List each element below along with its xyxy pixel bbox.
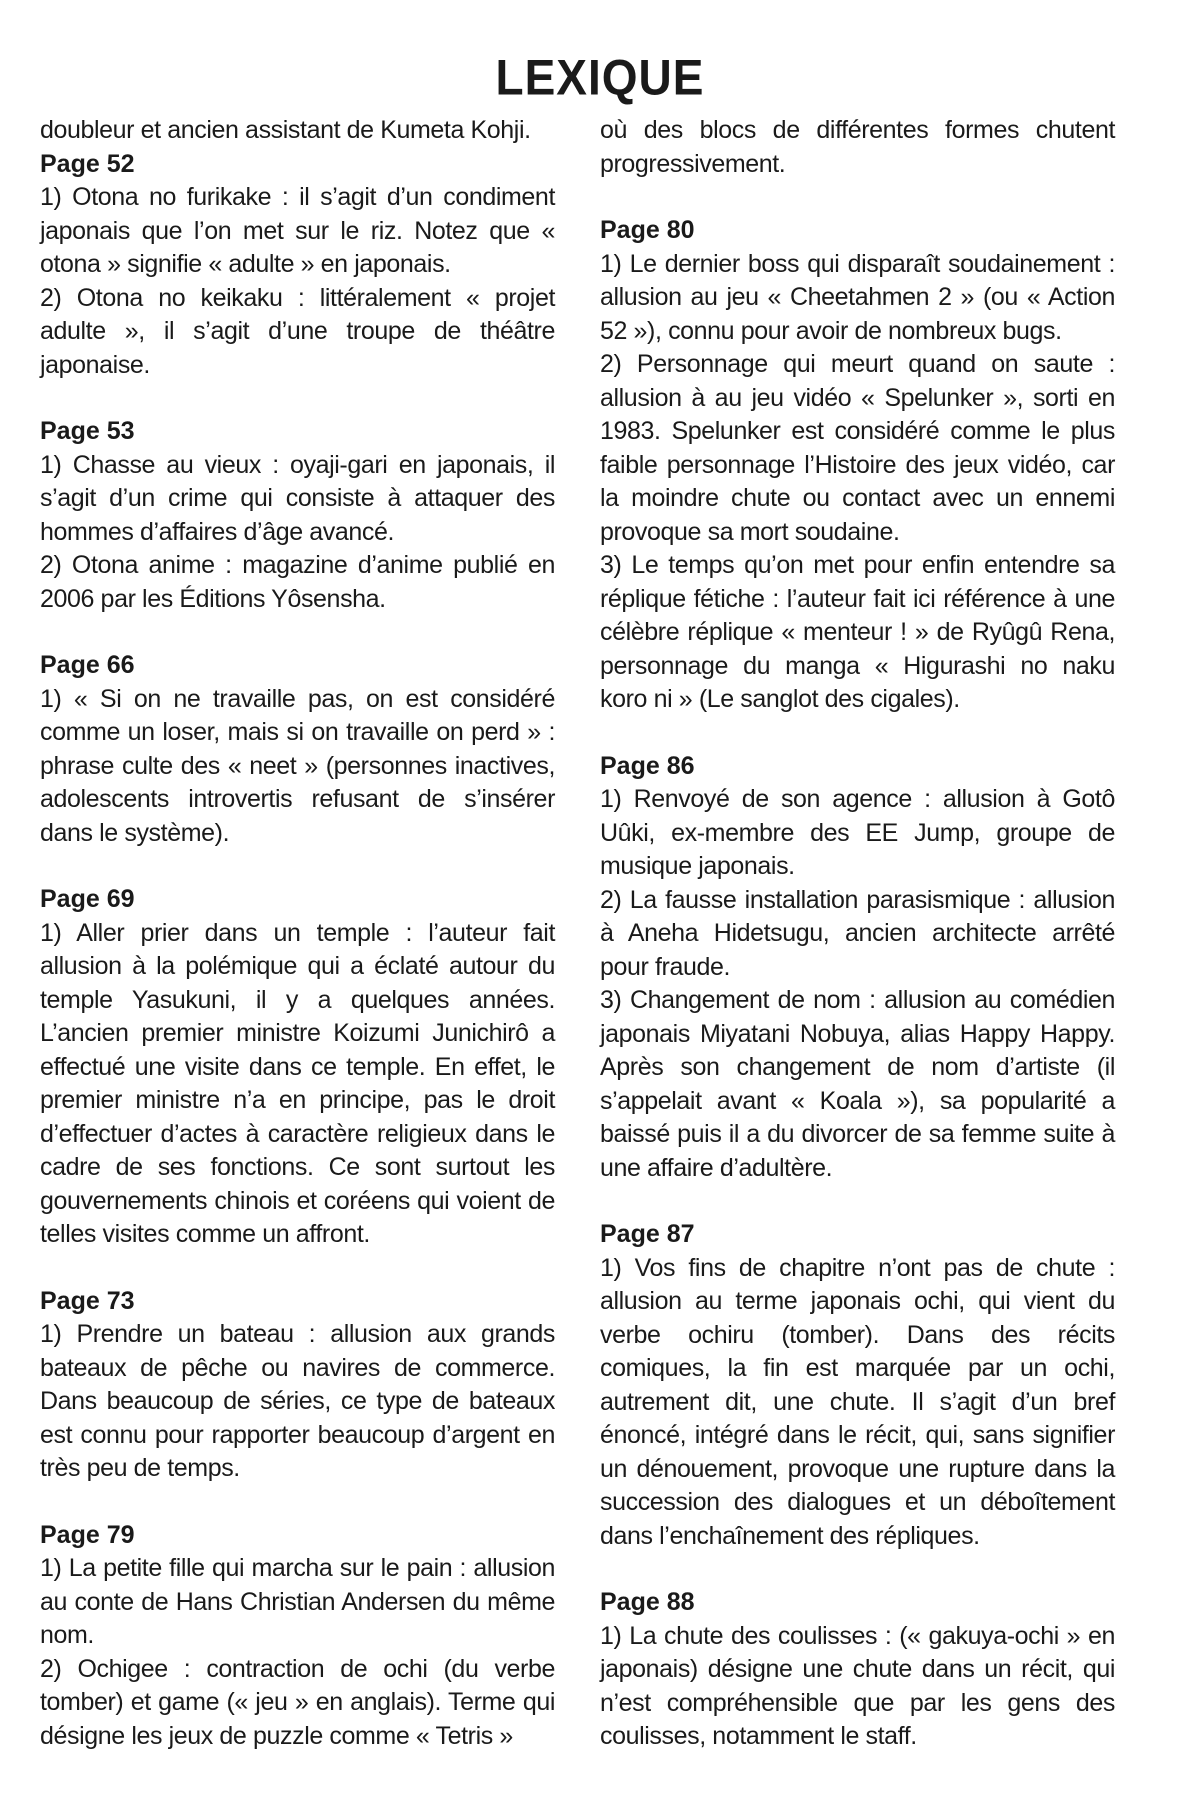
section-heading: Page 69 <box>40 885 135 913</box>
entry: 1) La chute des coulisses : (« gakuya-ochi » en japonais) désigne une chute dans un récit, qui n’est compréhensible que par les gens des coulisses, notamment le staff. <box>600 1621 1115 1750</box>
spacer <box>40 1486 555 1519</box>
spacer <box>40 616 555 649</box>
section-page-80 <box>600 214 1115 717</box>
entry: 2) Ochigee : contraction de ochi (du verbe tomber) et game (« jeu » en anglais). Terme qui désigne les jeux de puzzle comme « Tetris » <box>40 1654 555 1750</box>
spacer <box>600 181 1115 214</box>
entry: 1) Aller prier dans un temple : l’auteur fait allusion à la polémique qui a éclaté autour du temple Yasukuni, il y a quelques années. L’ancien premier ministre Koizumi Junichirô a effectué une visite dans ce temple. En effet, le premier ministre n’a en principe, pas le droit d’effectuer d’actes à caractère religieux dans le cadre de ses fonctions. Ce sont surtout les gouvernements chinois et coréens qui voient de telles visites comme un affront. <box>40 918 555 1248</box>
section-heading: Page 66 <box>40 651 135 679</box>
page-title: LEXIQUE <box>495 48 705 106</box>
spacer <box>40 382 555 415</box>
section-page-66 <box>40 649 555 850</box>
section-heading: Page 86 <box>600 751 695 780</box>
entry: 2) Otona anime : magazine d’anime publié en 2006 par les Éditions Yôsensha. <box>40 551 555 613</box>
entry: 3) Le temps qu’on met pour enfin entendre sa réplique fétiche : l’auteur fait ici référence à une célèbre réplique « menteur ! » de Ryûgû Rena, personnage du manga « Higurashi no naku koro ni » (Le sanglot des cigales). <box>600 551 1115 713</box>
entry: 1) Otona no furikake : il s’agit d’un condiment japonais que l’on met sur le riz. Notez que « otona » signifie « adulte » en japonais. <box>40 183 555 278</box>
section-page-69 <box>40 883 555 1252</box>
section-page-79 <box>40 1519 555 1754</box>
entry: 1) La petite fille qui marcha sur le pain : allusion au conte de Hans Christian Andersen du même nom. <box>40 1554 555 1649</box>
entry: 1) Vos fins de chapitre n’ont pas de chute : allusion au terme japonais ochi, qui vient du verbe ochiru (tomber). Dans des récits comiques, la fin est marquée par un ochi, autrement dit, une chute. Il s’agit d’un bref énoncé, intégré dans le récit, qui, sans signifier un dénouement, provoque une rupture dans la succession des dialogues et un déboîtement dans l’enchaînement des répliques. <box>600 1253 1115 1550</box>
section-heading: Page 52 <box>40 149 135 178</box>
entry: 2) Personnage qui meurt quand on saute : allusion à au jeu vidéo « Spelunker », sorti en 1983. Spelunker est considéré comme le plus faible personnage l’Histoire des jeux vidéo, car la moindre chute ou contact avec un ennemi provoque sa mort soudaine. <box>600 350 1115 546</box>
left-column <box>40 114 555 1753</box>
entry: 3) Changement de nom : allusion au comédien japonais Miyatani Nobuya, alias Happy Happy. Après son changement de nom d’artiste (il s’appelait avant « Koala »), sa popularité a baissé puis il a du divorcer de sa femme suite à une affaire d’adultère. <box>600 986 1115 1182</box>
entry: 2) La fausse installation parasismique : allusion à Aneha Hidetsugu, ancien architecte arrêté pour fraude. <box>600 885 1115 981</box>
section-page-87 <box>600 1218 1115 1553</box>
section-page-53 <box>40 415 555 616</box>
section-heading: Page 73 <box>40 1286 135 1315</box>
continued-text: doubleur et ancien assistant de Kumeta Kohji. <box>40 116 531 144</box>
section-heading: Page 80 <box>600 216 695 244</box>
section-heading: Page 53 <box>40 417 135 445</box>
entry: 1) Le dernier boss qui disparaît soudainement : allusion au jeu « Cheetahmen 2 » (ou « Action 52 »), connu pour avoir de nombreux bugs. <box>600 249 1115 345</box>
section-page-73 <box>40 1285 555 1486</box>
spacer <box>600 1185 1115 1218</box>
section-heading: Page 88 <box>600 1588 695 1616</box>
entry: 1) Renvoyé de son agence : allusion à Gotô Uûki, ex-membre des EE Jump, groupe de musique japonais. <box>600 785 1115 880</box>
section-heading: Page 87 <box>600 1220 695 1248</box>
entry: 1) Prendre un bateau : allusion aux grands bateaux de pêche ou navires de commerce. Dans beaucoup de séries, ce type de bateaux est connu pour rapporter beaucoup d’argent en très peu de temps. <box>40 1320 555 1482</box>
section-page-86 <box>600 750 1115 1186</box>
entry: 1) « Si on ne travaille pas, on est considéré comme un loser, mais si on travaille on perd » : phrase culte des « neet » (personnes inactives, adolescents introvertis refusant de s’insérer dans le système). <box>40 684 555 847</box>
spacer <box>600 1553 1115 1586</box>
section-page-88 <box>600 1586 1115 1754</box>
spacer <box>40 850 555 883</box>
spacer <box>40 1252 555 1285</box>
right-column <box>600 114 1115 1754</box>
spacer <box>600 717 1115 750</box>
section-heading: Page 79 <box>40 1520 135 1549</box>
continued-text: où des blocs de différentes formes chutent progressivement. <box>600 116 1115 178</box>
entry: 2) Otona no keikaku : littéralement « projet adulte », il s’agit d’une troupe de théâtre japonaise. <box>40 283 555 379</box>
entry: 1) Chasse au vieux : oyaji-gari en japonais, il s’agit d’un crime qui consiste à attaquer des hommes d’affaires d’âge avancé. <box>40 450 555 546</box>
section-page-52 <box>40 148 555 383</box>
